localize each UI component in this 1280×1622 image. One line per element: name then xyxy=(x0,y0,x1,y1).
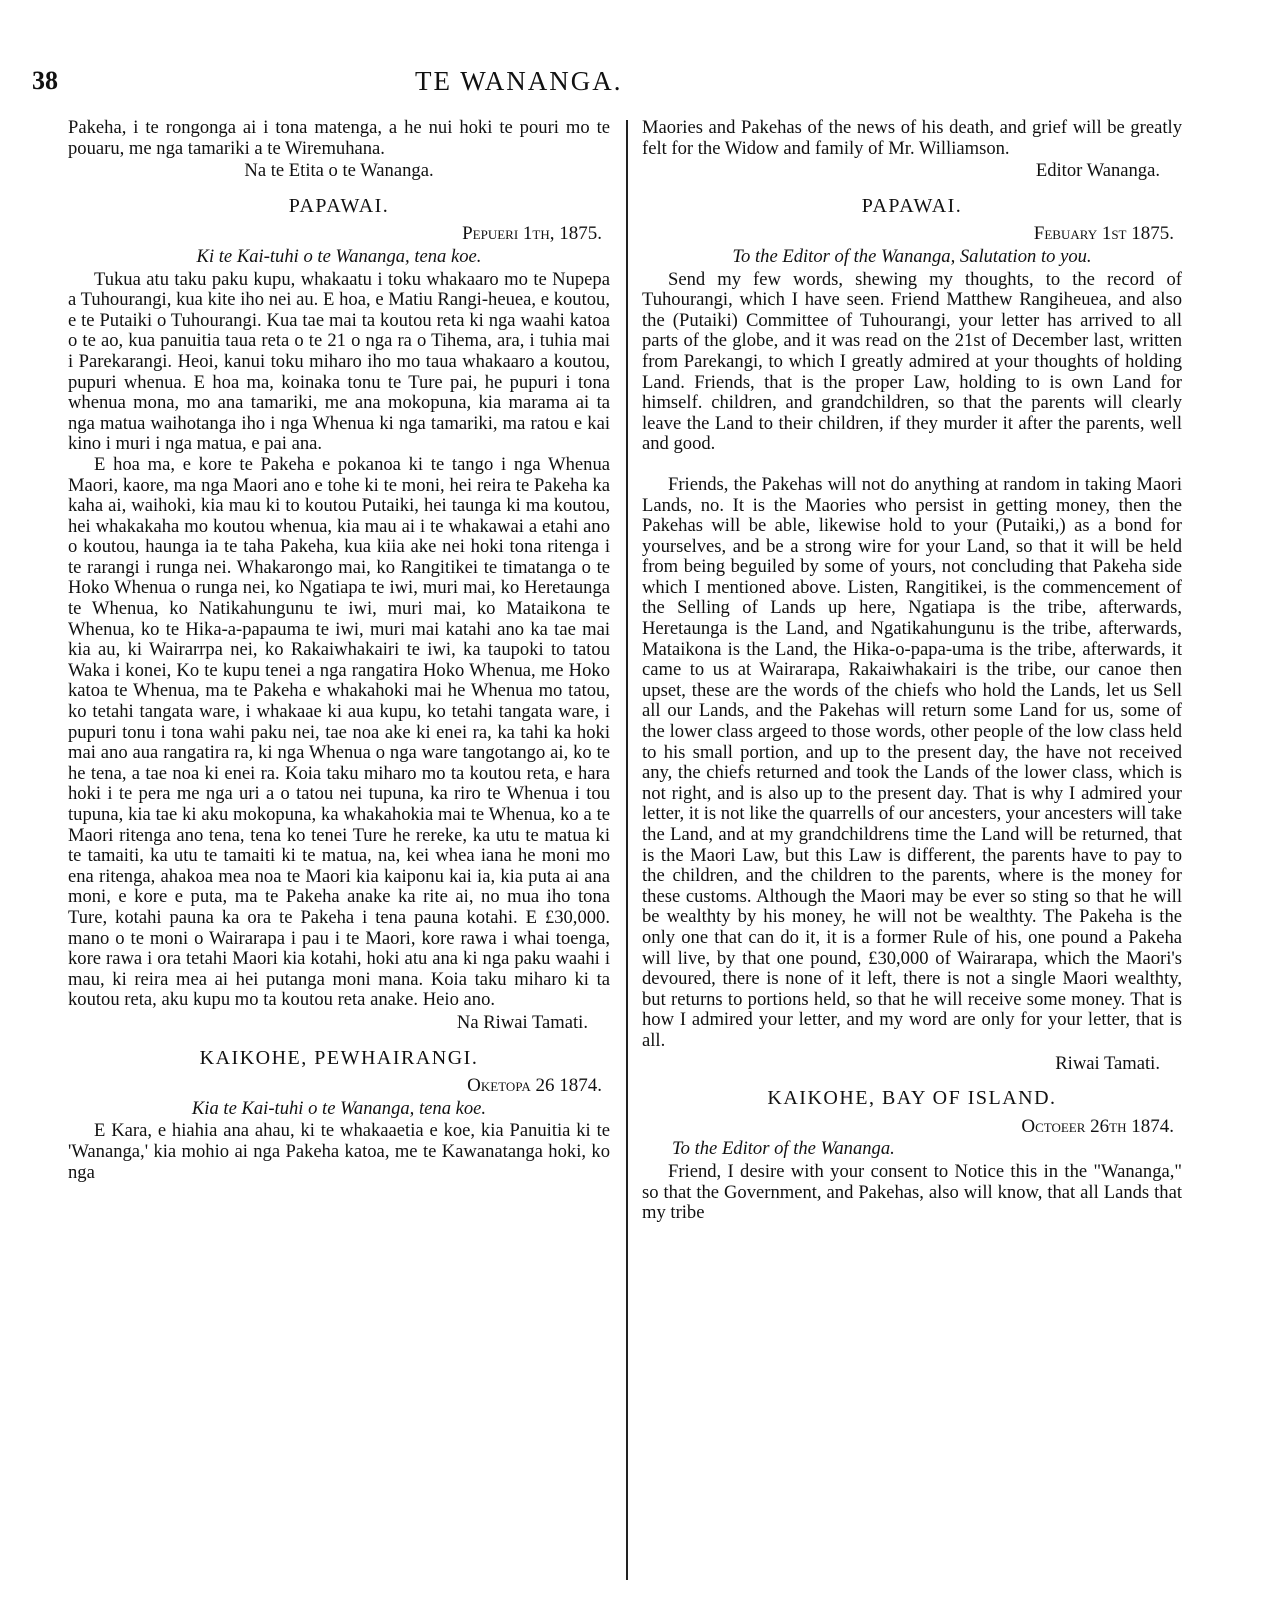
section-heading-kaikohe: KAIKOHE, BAY OF ISLAND. xyxy=(767,1087,1057,1110)
letter-paragraph: Tukua atu taku paku kupu, whakaatu i toku whakaaro mo te Nupepa a Tuhourangi, kua kite iho nei au. E hoa, e Matiu Rangi-heuea, e koutou, e te Putaiki o Tuhourangi. Kua tae mai ta koutou reta ki nga waahi katoa o te ao, kua panuitia taua reta o te 21 o nga ra o Tihema, ara, i tuhia mai i Parekarangi. Heoi, kanui toku miharo iho mo taua whakaaro a koutou, pupuri whenua. E hoa ma, koinaka tonu te Ture pai, he pupuri i tona whenua mona, mo ana tamariki, me ana mokopuna, kia marama ai ta nga matua waihotanga iho i nga Whenua ki nga tamariki, ma ratou e kai kino i muri i nga matua, e pai ana. xyxy=(68,268,610,455)
dateline: Febuary 1st 1875. xyxy=(1033,223,1174,245)
dateline: Octoeer 26th 1874. xyxy=(1021,1115,1174,1137)
letter-paragraph: Send my few words, shewing my thoughts, to the record of Tuhourangi, which I have seen. Friend Matthew Rangiheuea, and also the (Putaiki) Committee of Tuhourangi, your letter has arrived to all parts of the globe, and it was read on the 21st of December last, written from Parekangi, to which I greatly admired at your thoughts of holding Land. Friends, that is the proper Law, holding to is own Land for himself. children, and grandchildren, so that the parents will clearly leave the Land to their children, if they murder it after the parents, well and good. xyxy=(642,268,1182,455)
letter-paragraph: Friend, I desire with your consent to Notice this in the "Wananga," so that the Government, and Pakehas, also will know, that all Lands that my tribe xyxy=(642,1160,1182,1224)
salutation: To the Editor of the Wananga. xyxy=(672,1138,895,1160)
paragraph-gap xyxy=(642,455,1182,475)
running-title: TE WANANGA. xyxy=(415,66,623,96)
salutation: Kia te Kai-tuhi o te Wananga, tena koe. xyxy=(191,1097,487,1119)
letter-signature: Na Riwai Tamati. xyxy=(456,1011,588,1033)
section-heading-papawai: PAPAWAI. xyxy=(861,194,963,217)
letter-signature: Riwai Tamati. xyxy=(1055,1052,1160,1074)
salutation: Ki te Kai-tuhi o te Wananga, tena koe. xyxy=(196,245,482,267)
intro-signature: Na te Etita o te Wananga. xyxy=(244,160,434,182)
column-divider xyxy=(626,120,628,1580)
letter-paragraph: E hoa ma, e kore te Pakeha e pokanoa ki te tango i nga Whenua Maori, kaore, ma nga Maori ano e tohe ki te moni, hei reira te Pakeha ka kaha ai, waihoki, kia mau ki to koutou Putaiki, hei taunga ki ma koutou, hei whakakaha mo koutou whenua, kia mau ai i te whakawai a etahi ano o koutou, haunga ia te taha Pakeha, kua kiia ake nei hoki tona ritenga i te rarangi i runga nei. Whakarongo mai, ko Rangitikei te timatanga o te Hoko Whenua o runga nei, ko Ngatiapa te iwi, muri mai, ko Heretaunga te Whenua, ko Natikahungunu te iwi, muri mai, ko Mataikona te Whenua, ko te Hika-a-papauma te iwi, muri mai katahi ano ka tae mai kia au, ki Wairarrpa nei, ko Rakaiwhakairi te iwi, ka taupoki to tatou Waka i konei, Ko te kupu tenei a nga rangatira Hoko Whenua, me Hoko katoa te Whenua, ma te Pakeha e whakahoki mai he Whenua mo tatou, ko tetahi tangata ware, i whakaae ki aua kupu, ko tetahi tangata ware, i pupuri tonu i tona wahi paku nei, tae noa ake ki enei ra, ka tahi ka hoki mai ano aua rangatira ra, ki nga Whenua o nga ware tangotango ai, ko te he tena, a tae noa ki enei ra. Koia taku miharo mo ta koutou reta, e hara hoki i te pera me nga uri a o tatou nei tupuna, ka riro te Whenua i tou tupuna, kia tae ki aku mokopuna, ka whakahokia mai te Whenua, ko a te Maori ritenga ano tena, tena ko tenei Ture he rereke, ka utu te matua ki te tamaiti, ka utu te tamaiti ki te matua, na, kei whea iana he moni mo ena ritenga, ahakoa mea noa te Maori kia kaiponu kai ia, kia puta ai ana moni, e kore e puta, ma te Pakeha anake ka rite ai, no mua iho tona Ture, kotahi pauna ka ora te Pakeha i tena pauna kotahi. E £30,000. mano o te moni o Wairarapa i pau i te Maori, kore rawa i whai toenga, kore rawa i ora tetahi Maori kia kotahi, hoki atu ana ki nga paku waahi i mau, ki reira mea ai hei putanga moni mana. Koia taku miharo ki ta koutou reta, aku kupu mo ta koutou reta anake. Heio ano. xyxy=(68,453,610,1011)
english-column xyxy=(642,118,1182,1224)
salutation: To the Editor of the Wananga, Salutation to you. xyxy=(732,245,1092,267)
dateline: Pepueri 1th, 1875. xyxy=(462,223,602,245)
page-header xyxy=(30,66,1210,106)
intro-signature: Editor Wananga. xyxy=(1035,160,1160,182)
intro-text: Pakeha, i te rongonga ai i tona matenga, a he nui hoki te pouri mo te pouaru, me nga tamariki a te Wiremuhana. xyxy=(68,117,610,159)
section-heading-kaikohe: KAIKOHE, PEWHAIRANGI. xyxy=(199,1046,479,1069)
intro-text: Maories and Pakehas of the news of his death, and grief will be greatly felt for the Widow and family of Mr. Williamson. xyxy=(642,117,1182,159)
dateline: Oketopa 26 1874. xyxy=(467,1075,602,1097)
maori-column xyxy=(68,118,610,1183)
page-number: 38 xyxy=(32,66,58,95)
section-heading-papawai: PAPAWAI. xyxy=(288,194,390,217)
letter-paragraph: Friends, the Pakehas will not do anything at random in taking Maori Lands, no. It is the Maories who persist in getting money, then the Pakehas will be able, likewise hold to your (Putaiki,) as a bond for yourselves, and be a strong wire for your Land, so that it will be held from being beguiled by some of yours, not concluding that Pakeha side which I mentioned above. Listen, Rangitikei, is the commencement of the Selling of Lands up here, Ngatiapa is the tribe, afterwards, Heretaunga is the Land, and Ngatikahungunu is the tribe, afterwards, Mataikona is the Land, the Hika-o-papa-uma is the tribe, afterwards, it came to us at Wairarapa, Rakaiwhakairi is the tribe, our canoe then upset, these are the words of the chiefs who hold the Lands, let us Sell all our Lands, and the Pakehas will return some Land for us, some of the lower class argeed to those words, other people of the low class held to his small portion, and up to the present day, the have not received any, the chiefs returned and took the Lands of the lower class, which is not right, and is also up to the present day. That is why I admired your letter, it is not like the quarrells of our ancesters, your ancesters will take the Land, and at my grandchildrens time the Land will be returned, that is the Maori Law, but this Law is different, the parents have to pay to the children, and the children to the parents, where is the money for these customs. Although the Maori may be ever so sting so that he will be wealthty by his money, he will not be wealthty. The Pakeha is the only one that can do it, it is a former Rule of his, one pound a Pakeha will live, by that one pound, £30,000 of Wairarapa, which the Maori's devoured, there is none of it left, there is not a single Maori wealthty, but returns to portions held, so that he will receive some money. That is how I admired your letter, and my word are only for your letter, that is all. xyxy=(642,473,1182,1051)
letter-paragraph: E Kara, e hiahia ana ahau, ki te whakaaetia e koe, kia Panuitia ki te 'Wananga,' kia mohio ai nga Pakeha katoa, me te Kawanatanga hoki, ko nga xyxy=(68,1120,610,1183)
